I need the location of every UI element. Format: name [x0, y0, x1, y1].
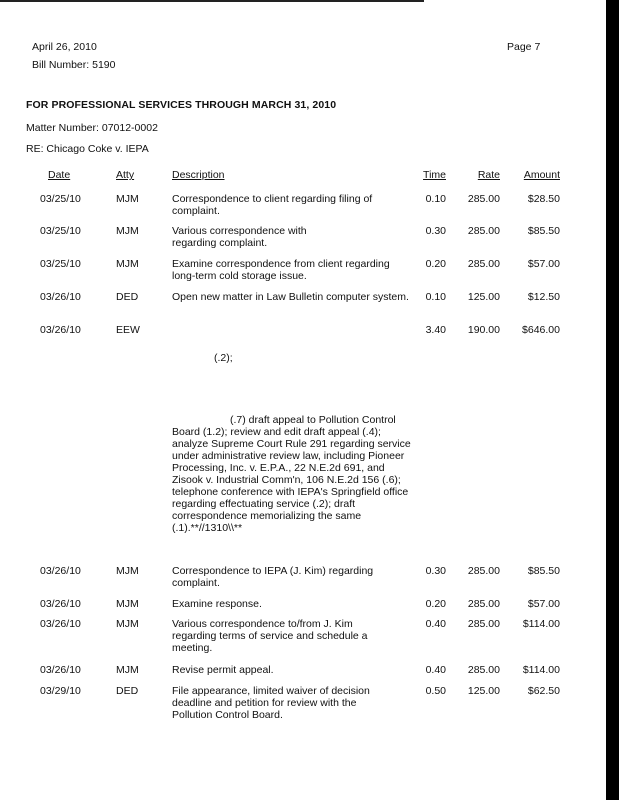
entry-amount: $62.50: [527, 685, 560, 697]
re-line: RE: Chicago Coke v. IEPA: [26, 143, 149, 155]
entry-rate: 125.00: [467, 291, 500, 303]
entry-rate: 285.00: [467, 565, 500, 577]
entry-description: Examine correspondence from client regarding long-term cold storage issue.: [172, 258, 390, 282]
header-atty: Atty: [116, 169, 135, 181]
entry-atty: MJM: [116, 225, 139, 237]
scan-right-edge: [606, 0, 619, 800]
entry-description: Various correspondence with regarding complaint.: [172, 225, 307, 249]
entry-time: 0.10: [425, 193, 446, 205]
entry-time: 0.20: [425, 598, 446, 610]
entry-time: 0.40: [425, 618, 446, 630]
scan-top-edge: [0, 0, 424, 2]
services-title: FOR PROFESSIONAL SERVICES THROUGH MARCH 31, 2010: [26, 99, 337, 111]
entry-amount: $57.00: [527, 598, 560, 610]
entry-time: 0.10: [425, 291, 446, 303]
redacted-fragment: (.2);: [214, 352, 233, 364]
entry-date: 03/25/10: [40, 258, 81, 270]
entry-rate: 190.00: [467, 324, 500, 336]
entry-date: 03/26/10: [40, 618, 81, 630]
entry-atty: DED: [116, 291, 139, 303]
matter-number: Matter Number: 07012-0002: [26, 122, 158, 134]
entry-date: 03/25/10: [40, 225, 81, 237]
entry-amount: $646.00: [522, 324, 560, 336]
entry-description: Examine response.: [172, 598, 262, 610]
header-date: Date: [48, 169, 71, 181]
entry-time: 0.20: [425, 258, 446, 270]
entry-amount: $12.50: [527, 291, 560, 303]
entry-atty: MJM: [116, 664, 139, 676]
entry-rate: 125.00: [467, 685, 500, 697]
entry-description: Various correspondence to/from J. Kim regarding terms of service and schedule a meeting.: [172, 618, 368, 654]
entry-description: File appearance, limited waiver of decision deadline and petition for review with the Pollution Control Board.: [172, 685, 370, 721]
entry-amount: $114.00: [522, 664, 560, 676]
entry-atty: EEW: [116, 324, 140, 336]
entry-amount: $85.50: [527, 565, 560, 577]
header-time: Time: [423, 169, 446, 181]
header-amount: Amount: [523, 169, 560, 181]
entry-date: 03/26/10: [40, 565, 81, 577]
entry-rate: 285.00: [467, 618, 500, 630]
entry-time: 3.40: [425, 324, 446, 336]
entry-time: 0.40: [425, 664, 446, 676]
entry-atty: MJM: [116, 193, 139, 205]
entry-time: 0.30: [425, 225, 446, 237]
invoice-date: April 26, 2010: [32, 41, 97, 53]
entry-atty: MJM: [116, 258, 139, 270]
entry-description: Correspondence to client regarding filing of complaint.: [172, 193, 373, 217]
entry-date: 03/26/10: [40, 324, 81, 336]
page-number: Page 7: [507, 41, 541, 53]
bill-number: Bill Number: 5190: [32, 59, 116, 71]
entry-atty: MJM: [116, 618, 139, 630]
entry-long-description: (.7) draft appeal to Pollution Control Board (1.2); review and edit draft appeal (.4); analyze Supreme Court Rule 291 regarding service under administrative review law, including Pioneer Processing, Inc. v. E.P.A., 22 N.E.2d 691, and Zisook v. Industrial Comm'n, 106 N.E.2d 156 (.6); telephone conference with IEPA's Springfield office regarding effectuating service (.2); draft correspondence memorializing the same (.1).**//1310\\**: [172, 414, 411, 534]
entry-time: 0.50: [425, 685, 446, 697]
entry-rate: 285.00: [467, 193, 500, 205]
entry-time: 0.30: [425, 565, 446, 577]
entry-atty: MJM: [116, 598, 139, 610]
entry-amount: $85.50: [527, 225, 560, 237]
entry-date: 03/26/10: [40, 664, 81, 676]
entry-rate: 285.00: [467, 258, 500, 270]
entry-date: 03/25/10: [40, 193, 81, 205]
entry-description: Open new matter in Law Bulletin computer system.: [172, 291, 409, 303]
entry-atty: MJM: [116, 565, 139, 577]
entry-amount: $57.00: [527, 258, 560, 270]
header-description: Description: [172, 169, 225, 181]
entry-rate: 285.00: [467, 225, 500, 237]
entry-description: Correspondence to IEPA (J. Kim) regarding complaint.: [172, 565, 374, 589]
entry-atty: DED: [116, 685, 139, 697]
entry-date: 03/29/10: [40, 685, 81, 697]
header-rate: Rate: [477, 169, 500, 181]
entry-date: 03/26/10: [40, 598, 81, 610]
entry-amount: $114.00: [522, 618, 560, 630]
entry-date: 03/26/10: [40, 291, 81, 303]
entry-rate: 285.00: [467, 598, 500, 610]
entry-description: Revise permit appeal.: [172, 664, 274, 676]
entry-rate: 285.00: [467, 664, 500, 676]
entry-amount: $28.50: [527, 193, 560, 205]
